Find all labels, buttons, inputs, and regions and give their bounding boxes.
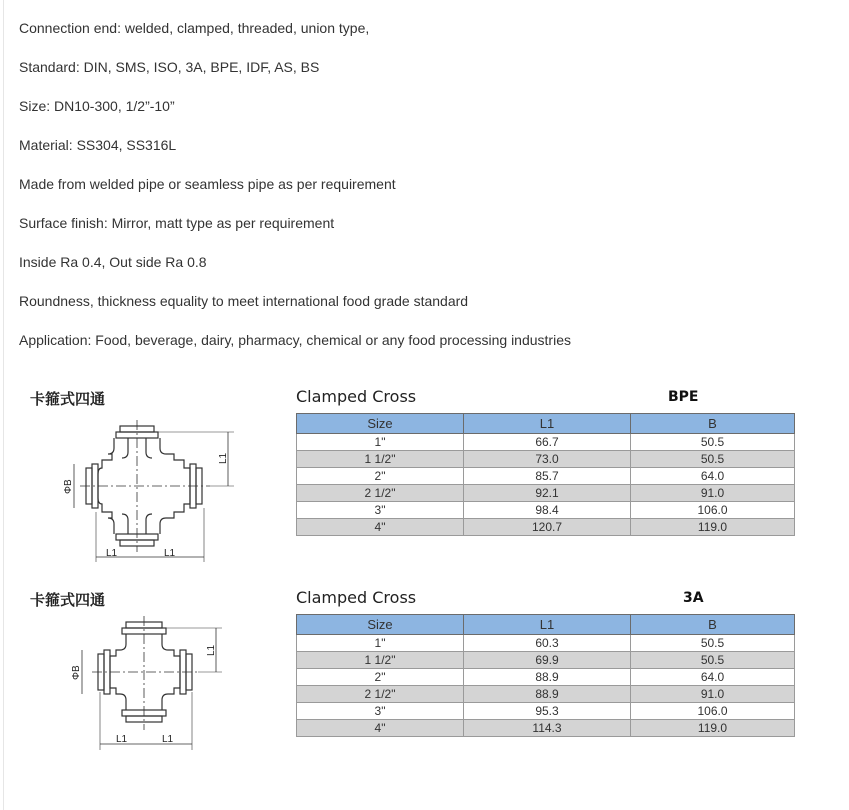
clamped-cross-drawing-3a (52, 612, 232, 754)
cell-l1: 88.9 (464, 669, 631, 686)
length-label-left-3a: L1 (116, 734, 128, 745)
cell-size: 3" (297, 703, 464, 720)
table-row (297, 686, 795, 703)
cell-b: 119.0 (631, 519, 795, 536)
cell-b: 106.0 (631, 703, 795, 720)
cell-size: 1" (297, 434, 464, 451)
header-l1: L1 (464, 414, 631, 434)
cell-b: 64.0 (631, 669, 795, 686)
diameter-label-3a: ΦB (71, 665, 82, 680)
table-row (297, 502, 795, 519)
cell-l1: 85.7 (464, 468, 631, 485)
standard-label-bpe: BPE (668, 389, 699, 405)
cell-l1: 88.9 (464, 686, 631, 703)
table-row (297, 703, 795, 720)
table-row (297, 468, 795, 485)
table-row (297, 652, 795, 669)
cell-l1: 98.4 (464, 502, 631, 519)
table-row (297, 519, 795, 536)
cell-l1: 60.3 (464, 635, 631, 652)
page-left-border (3, 0, 4, 810)
drawing-title-3a: 卡箍式四通 (30, 591, 106, 609)
cell-size: 4" (297, 519, 464, 536)
dimension-table-3a (296, 614, 795, 737)
length-label-vertical-bpe: L1 (218, 452, 229, 464)
cell-size: 2 1/2" (297, 686, 464, 703)
table-row (297, 720, 795, 737)
cell-b: 64.0 (631, 468, 795, 485)
length-label-vertical-3a: L1 (206, 644, 217, 656)
diameter-label-bpe: ΦB (63, 479, 74, 494)
table-title-3a: Clamped Cross (296, 588, 417, 607)
header-b: B (631, 615, 795, 635)
table-row (297, 451, 795, 468)
cell-l1: 95.3 (464, 703, 631, 720)
cell-b: 50.5 (631, 434, 795, 451)
cell-l1: 120.7 (464, 519, 631, 536)
spec-surface-finish: Surface finish: Mirror, matt type as per requirement (19, 215, 335, 231)
cell-size: 1 1/2" (297, 451, 464, 468)
cell-b: 50.5 (631, 652, 795, 669)
cell-b: 50.5 (631, 635, 795, 652)
cell-size: 2" (297, 468, 464, 485)
cell-size: 3" (297, 502, 464, 519)
clamped-cross-drawing-bpe (40, 412, 250, 570)
spec-application: Application: Food, beverage, dairy, pharmacy, chemical or any food processing industries (19, 332, 571, 348)
spec-standard: Standard: DIN, SMS, ISO, 3A, BPE, IDF, AS, BS (19, 59, 320, 75)
spec-connection-end: Connection end: welded, clamped, threaded, union type, (19, 20, 370, 36)
length-label-left-bpe: L1 (106, 548, 118, 559)
spec-size: Size: DN10-300, 1/2”-10” (19, 98, 175, 114)
dimension-table-bpe (296, 413, 795, 536)
cell-size: 1" (297, 635, 464, 652)
spec-roundness: Roundness, thickness equality to meet international food grade standard (19, 293, 469, 309)
cell-size: 4" (297, 720, 464, 737)
cell-l1: 73.0 (464, 451, 631, 468)
table-row (297, 635, 795, 652)
header-b: B (631, 414, 795, 434)
cell-b: 119.0 (631, 720, 795, 737)
cell-l1: 114.3 (464, 720, 631, 737)
cell-size: 2" (297, 669, 464, 686)
table-title-bpe: Clamped Cross (296, 387, 417, 406)
table-row (297, 669, 795, 686)
header-l1: L1 (464, 615, 631, 635)
spec-pipe-type: Made from welded pipe or seamless pipe as per requirement (19, 176, 396, 192)
cell-b: 106.0 (631, 502, 795, 519)
cell-l1: 92.1 (464, 485, 631, 502)
cell-size: 1 1/2" (297, 652, 464, 669)
length-label-right-3a: L1 (162, 734, 174, 745)
header-size: Size (297, 615, 464, 635)
header-size: Size (297, 414, 464, 434)
cell-b: 91.0 (631, 686, 795, 703)
cell-b: 50.5 (631, 451, 795, 468)
drawing-title-bpe: 卡箍式四通 (30, 390, 106, 408)
cell-l1: 66.7 (464, 434, 631, 451)
cell-l1: 69.9 (464, 652, 631, 669)
spec-material: Material: SS304, SS316L (19, 137, 177, 153)
cell-b: 91.0 (631, 485, 795, 502)
length-label-right-bpe: L1 (164, 548, 176, 559)
spec-roughness: Inside Ra 0.4, Out side Ra 0.8 (19, 254, 207, 270)
table-row (297, 485, 795, 502)
standard-label-3a: 3A (683, 590, 704, 606)
table-row (297, 434, 795, 451)
cell-size: 2 1/2" (297, 485, 464, 502)
